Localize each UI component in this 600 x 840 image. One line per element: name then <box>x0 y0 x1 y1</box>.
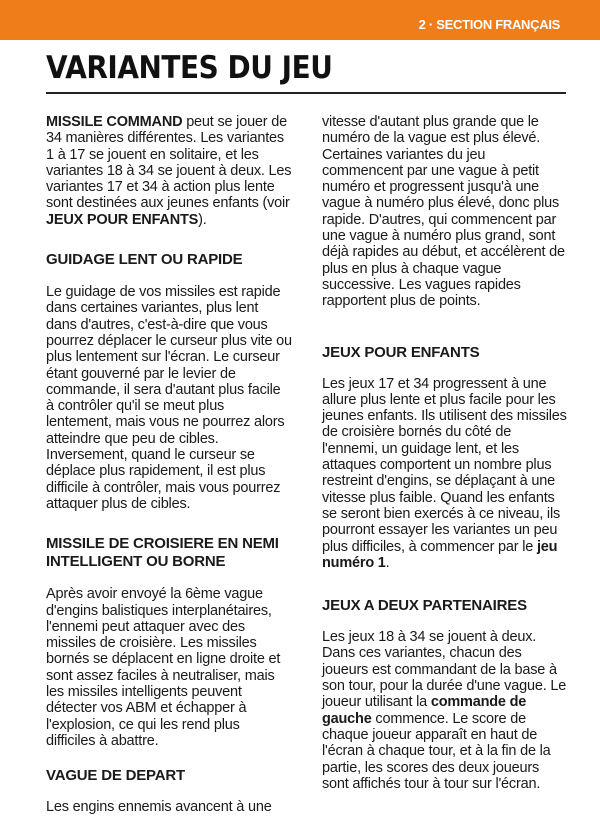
deux-heading: JEUX A DEUX PARTENAIRES <box>322 597 527 615</box>
enfants-text-1: Les jeux 17 et 34 progressent à une allure plus lente et plus facile pour les jeunes enfants. Ils utilisent des missiles de croisière bornés du côté de l'ennemi, un guidage lent, et les attaques comportent un nombre plus restreint d'engins, se déplaçant à une vitesse plus faible. Quand les enfants se seront bien exercés à ce niveau, ils pourront essayer les variantes un peu plus difficiles, à commencer par le <box>322 375 567 555</box>
deux-emphasis: commande de gauche <box>322 694 527 727</box>
page-title: VARIANTES DU JEU <box>46 50 333 86</box>
intro-text-2: ). <box>198 211 207 228</box>
enfants-paragraph <box>322 376 568 572</box>
section-label: 2 · SECTION FRANÇAIS <box>418 17 560 32</box>
enfants-emphasis: jeu numéro 1 <box>322 538 558 571</box>
vague-paragraph-start: Les engins ennemis avancent à une <box>46 799 272 816</box>
intro-text-1: peut se jouer de 34 manières différentes. Les variantes 1 à 17 se jouent en solitaire, et les variantes 18 à 34 se jouent à deux. Les variantes 17 et 34 à action plus lente sont destinées aux jeunes enfants (voir <box>46 114 292 212</box>
vague-heading: VAGUE DE DEPART <box>46 767 185 785</box>
deux-text-1: Les jeux 18 à 34 se jouent à deux. Dans ces variantes, chacun des joueurs est commandant de la base à son tour, pour la durée d'une vague. Le joueur utilisant la <box>322 629 567 711</box>
deux-paragraph <box>322 629 568 792</box>
croisiere-heading: MISSILE DE CROISIERE EN NEMI INTELLIGENT OU BORNE <box>46 535 279 571</box>
vague-paragraph-continued: vitesse d'autant plus grande que le numéro de la vague est plus élevé. Certaines variantes du jeu commencent par une vague à petit numéro et progressent jusqu'à une vague à numéro plus élevé, donc plus rapide. D'autres, qui commencent par une vague à numéro plus grand, sont déjà rapides au début, et accélèrent de plus en plus à chaque vague successive. Les vagues rapides rapportent plus de points. <box>322 114 565 310</box>
intro-emphasis-link: JEUX POUR ENFANTS <box>46 211 199 228</box>
right-column <box>322 114 568 792</box>
title-rule <box>46 92 566 94</box>
left-column <box>46 114 292 816</box>
guidage-paragraph: Le guidage de vos missiles est rapide dans certaines variantes, plus lent dans d'autres, c'est-à-dire que vous pourrez déplacer le curseur plus vite ou plus lentement sur l'écran. Le curseur étant gouverné par le levier de commande, il sera d'autant plus facile à contrôler qu'il se meut plus lentement, mais vous ne pourrez alors atteindre que peu de cibles. Inversement, quand le curseur se déplace plus rapidement, il est plus difficile à contrôler, mais vous pourrez attaquer plus de cibles. <box>46 284 292 512</box>
intro-paragraph <box>46 114 292 228</box>
enfants-heading: JEUX POUR ENFANTS <box>322 343 480 361</box>
croisiere-paragraph: Après avoir envoyé la 6ème vague d'engins balistiques interplanétaires, l'ennemi peut attaquer avec des missiles de croisière. Les missiles bornés se déplacent en ligne droite et sont assez faciles à neutraliser, mais les missiles intelligents peuvent détecter vos ABM et échapper à l'explosion, ce qui les rend plus difficiles à abattre. <box>46 586 281 749</box>
header-bar <box>0 0 600 40</box>
intro-emphasis-title: MISSILE COMMAND <box>46 114 183 130</box>
enfants-text-2: . <box>385 554 390 571</box>
deux-text-2: commence. Le score de chaque joueur apparaît en haut de l'écran à chaque tour, et à la fin de la partie, les scores des deux joueurs sont affichés tour à tour sur l'écran. <box>322 710 551 792</box>
guidage-heading: GUIDAGE LENT OU RAPIDE <box>46 251 243 269</box>
